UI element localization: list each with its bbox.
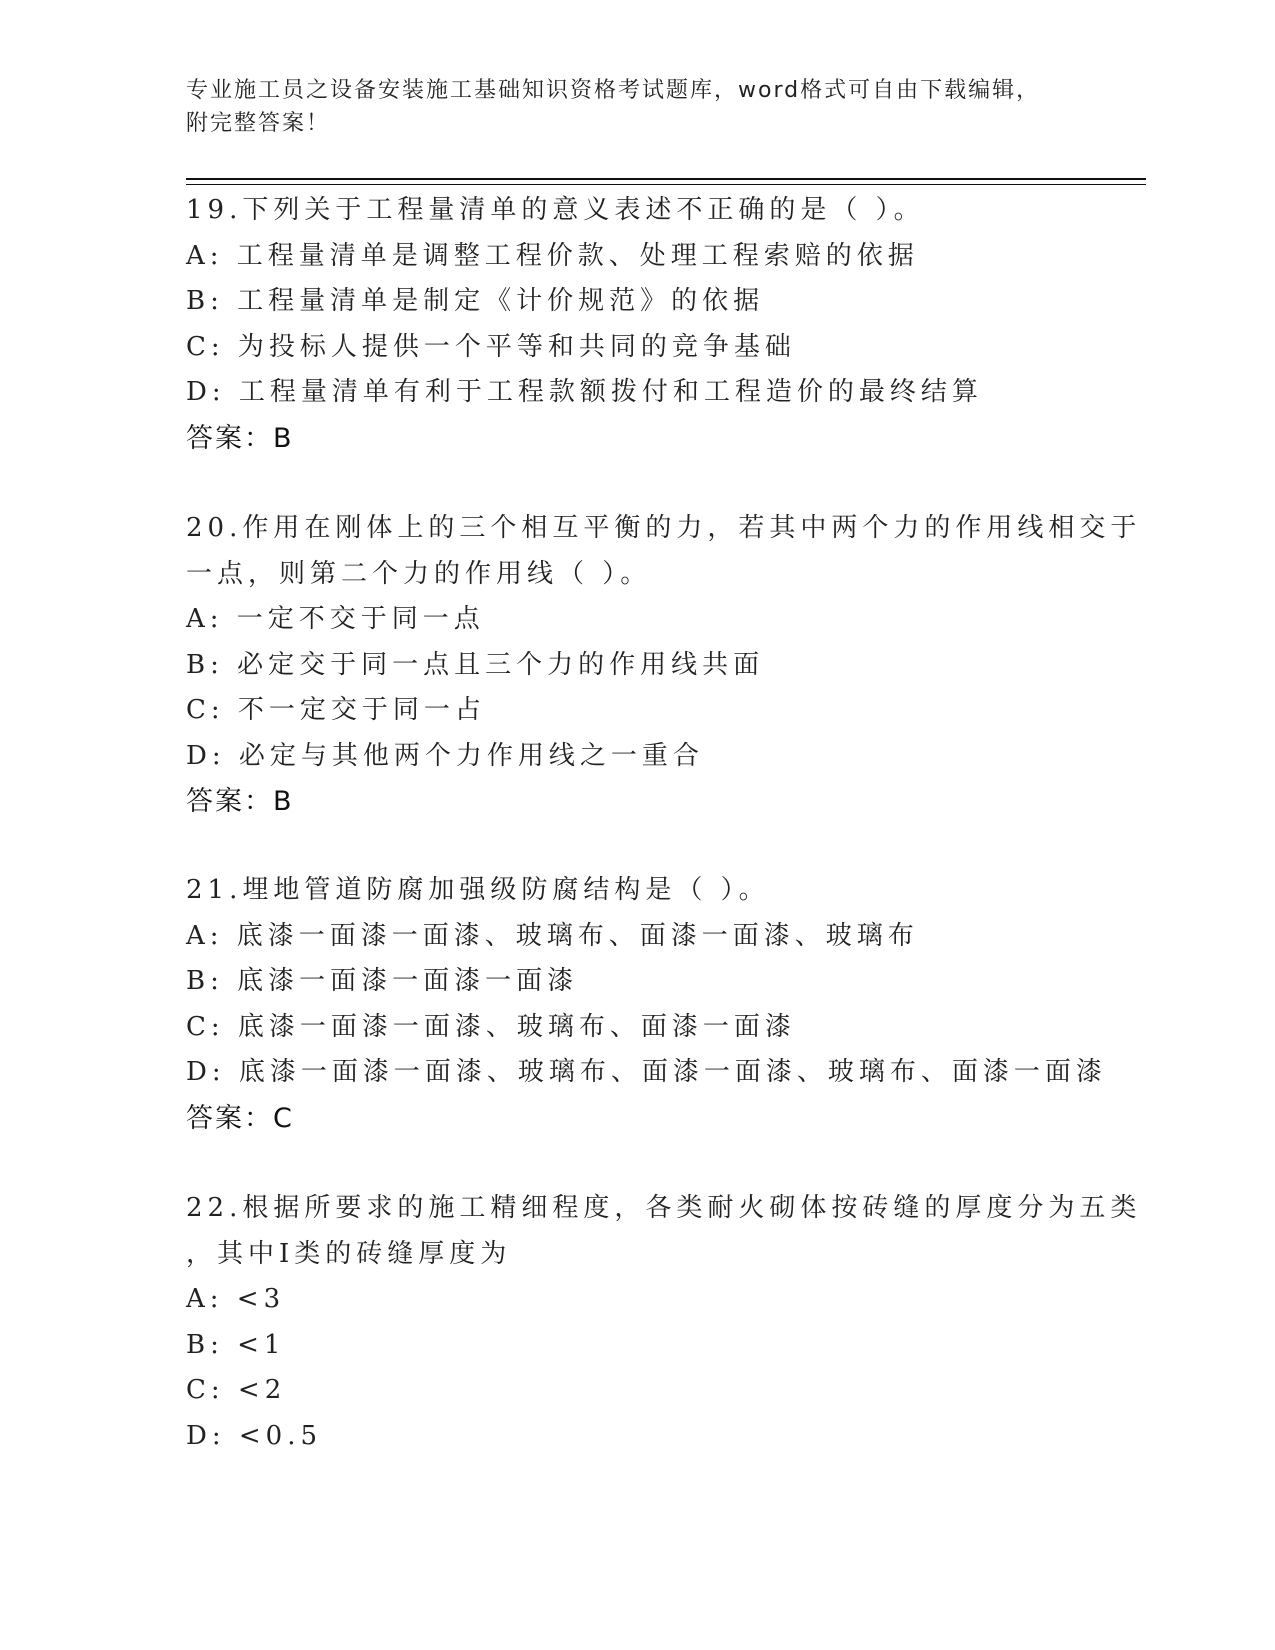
option-d: D: 工程量清单有利于工程款额拨付和工程造价的最终结算 [186, 377, 983, 407]
option-d: D: <0.5 [186, 1420, 323, 1451]
question-stem: 20.作用在刚体上的三个相互平衡的力，若其中两个力的作用线相交于 [186, 513, 1142, 543]
question-stem-continued: ，其中Ⅰ类的砖缝厚度为 [186, 1238, 512, 1269]
option-a: A: 工程量清单是调整工程价款、处理工程索赔的依据 [186, 240, 919, 271]
option-b: B: 底漆一面漆一面漆一面漆 [186, 966, 579, 996]
option-d: D: 底漆一面漆一面漆、玻璃布、面漆一面漆、玻璃布、面漆一面漆 [186, 1057, 1107, 1087]
header-line-2: 附完整答案！ [186, 111, 331, 136]
option-b: B: 工程量清单是制定《计价规范》的依据 [186, 286, 765, 316]
question-22 [186, 1186, 1142, 1459]
option-a: A: <3 [186, 1284, 286, 1314]
question-19 [186, 188, 1086, 461]
document-header [186, 74, 1086, 140]
question-20 [186, 506, 1142, 825]
option-a: A: 一定不交于同一点 [186, 604, 485, 634]
question-stem: 19.下列关于工程量清单的意义表述不正确的是（ ）。 [186, 195, 925, 225]
option-c: C: 为投标人提供一个平等和共同的竞争基础 [186, 331, 796, 362]
answer-label: 答案：B [186, 422, 294, 454]
header-divider-thick [186, 178, 1146, 180]
header-divider-thin [186, 184, 1146, 185]
option-c: C: <2 [186, 1375, 287, 1405]
option-b: B: 必定交于同一点且三个力的作用线共面 [186, 649, 765, 680]
answer-label: 答案：C [186, 1102, 294, 1134]
option-c: C: 底漆一面漆一面漆、玻璃布、面漆一面漆 [186, 1011, 796, 1042]
header-line-1: 专业施工员之设备安装施工基础知识资格考试题库，word格式可自由下载编辑， [186, 78, 1041, 103]
answer-label: 答案：B [186, 786, 294, 817]
option-a: A: 底漆一面漆一面漆、玻璃布、面漆一面漆、玻璃布 [186, 920, 919, 951]
option-d: D: 必定与其他两个力作用线之一重合 [186, 740, 704, 771]
option-b: B: <1 [186, 1329, 286, 1360]
question-stem-continued: 一点，则第二个力的作用线（ ）。 [186, 558, 652, 589]
question-stem: 21.埋地管道防腐加强级防腐结构是（ ）。 [186, 875, 770, 905]
question-stem: 22.根据所要求的施工精细程度，各类耐火砌体按砖缝的厚度分为五类 [186, 1193, 1142, 1223]
option-c: C: 不一定交于同一占 [186, 695, 486, 725]
question-21 [186, 868, 1107, 1141]
